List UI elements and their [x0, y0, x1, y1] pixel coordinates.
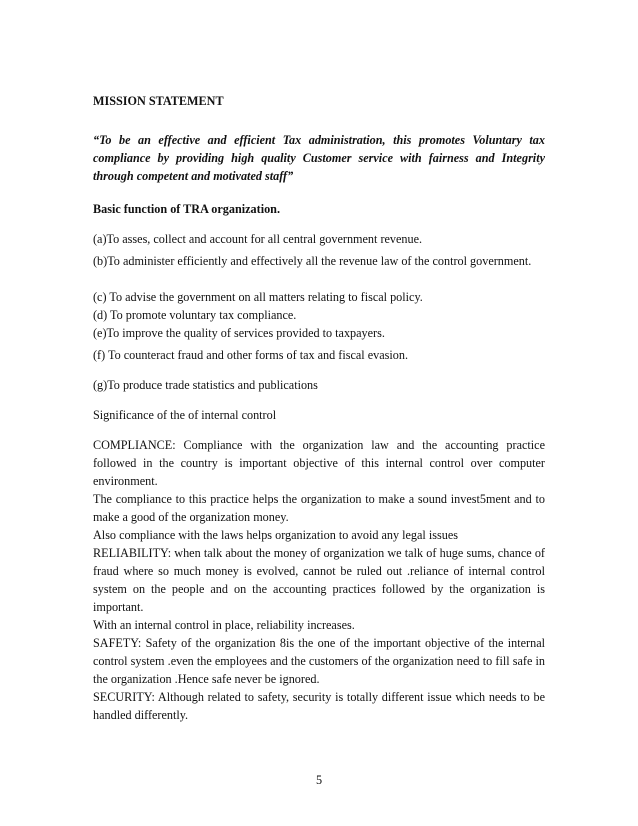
safety-paragraph: SAFETY: Safety of the organization 8is the one of the important objective of the internal control system .even the employees and the customers of the organization need to fill safe in the organization .Hence safe never be ignored. — [93, 636, 545, 686]
function-item-f: (f) To counteract fraud and other forms of tax and fiscal evasion. — [93, 348, 408, 362]
function-item-a: (a)To asses, collect and account for all central government revenue. — [93, 232, 423, 246]
compliance-paragraph: COMPLIANCE: Compliance with the organization law and the accounting practice followed in the country is important objective of this internal control over computer environment. — [93, 438, 545, 488]
mission-statement: “To be an effective and efficient Tax administration, this promotes Voluntary tax compliance by providing high quality Customer service with fairness and Integrity through competent and motivated staff” — [93, 133, 545, 183]
reliability-paragraph: RELIABILITY: when talk about the money of organization we talk of huge sums, chance of fraud where so much money is evolved, cannot be ruled out .reliance of internal control system on the people and on the accounting practices followed by the organization is important. — [93, 546, 545, 614]
reliability-paragraph-2: With an internal control in place, reliability increases. — [93, 618, 355, 632]
mission-heading: MISSION STATEMENT — [93, 94, 224, 108]
function-item-b: (b)To administer efficiently and effectively all the revenue law of the control government. — [93, 254, 532, 268]
significance-heading: Significance of the of internal control — [93, 408, 277, 422]
page-number: 5 — [315, 773, 323, 787]
function-item-e: (e)To improve the quality of services provided to taxpayers. — [93, 326, 385, 340]
compliance-paragraph-3: Also compliance with the laws helps organization to avoid any legal issues — [93, 528, 458, 542]
function-item-c: (c) To advise the government on all matters relating to fiscal policy. — [93, 290, 423, 304]
security-paragraph: SECURITY: Although related to safety, security is totally different issue which needs to be handled differently. — [93, 690, 545, 722]
function-item-g: (g)To produce trade statistics and publications — [93, 378, 318, 392]
compliance-paragraph-2: The compliance to this practice helps the organization to make a sound invest5ment and to make a good of the organization money. — [93, 492, 545, 524]
functions-heading: Basic function of TRA organization. — [93, 202, 281, 216]
function-item-d: (d) To promote voluntary tax compliance. — [93, 308, 297, 322]
